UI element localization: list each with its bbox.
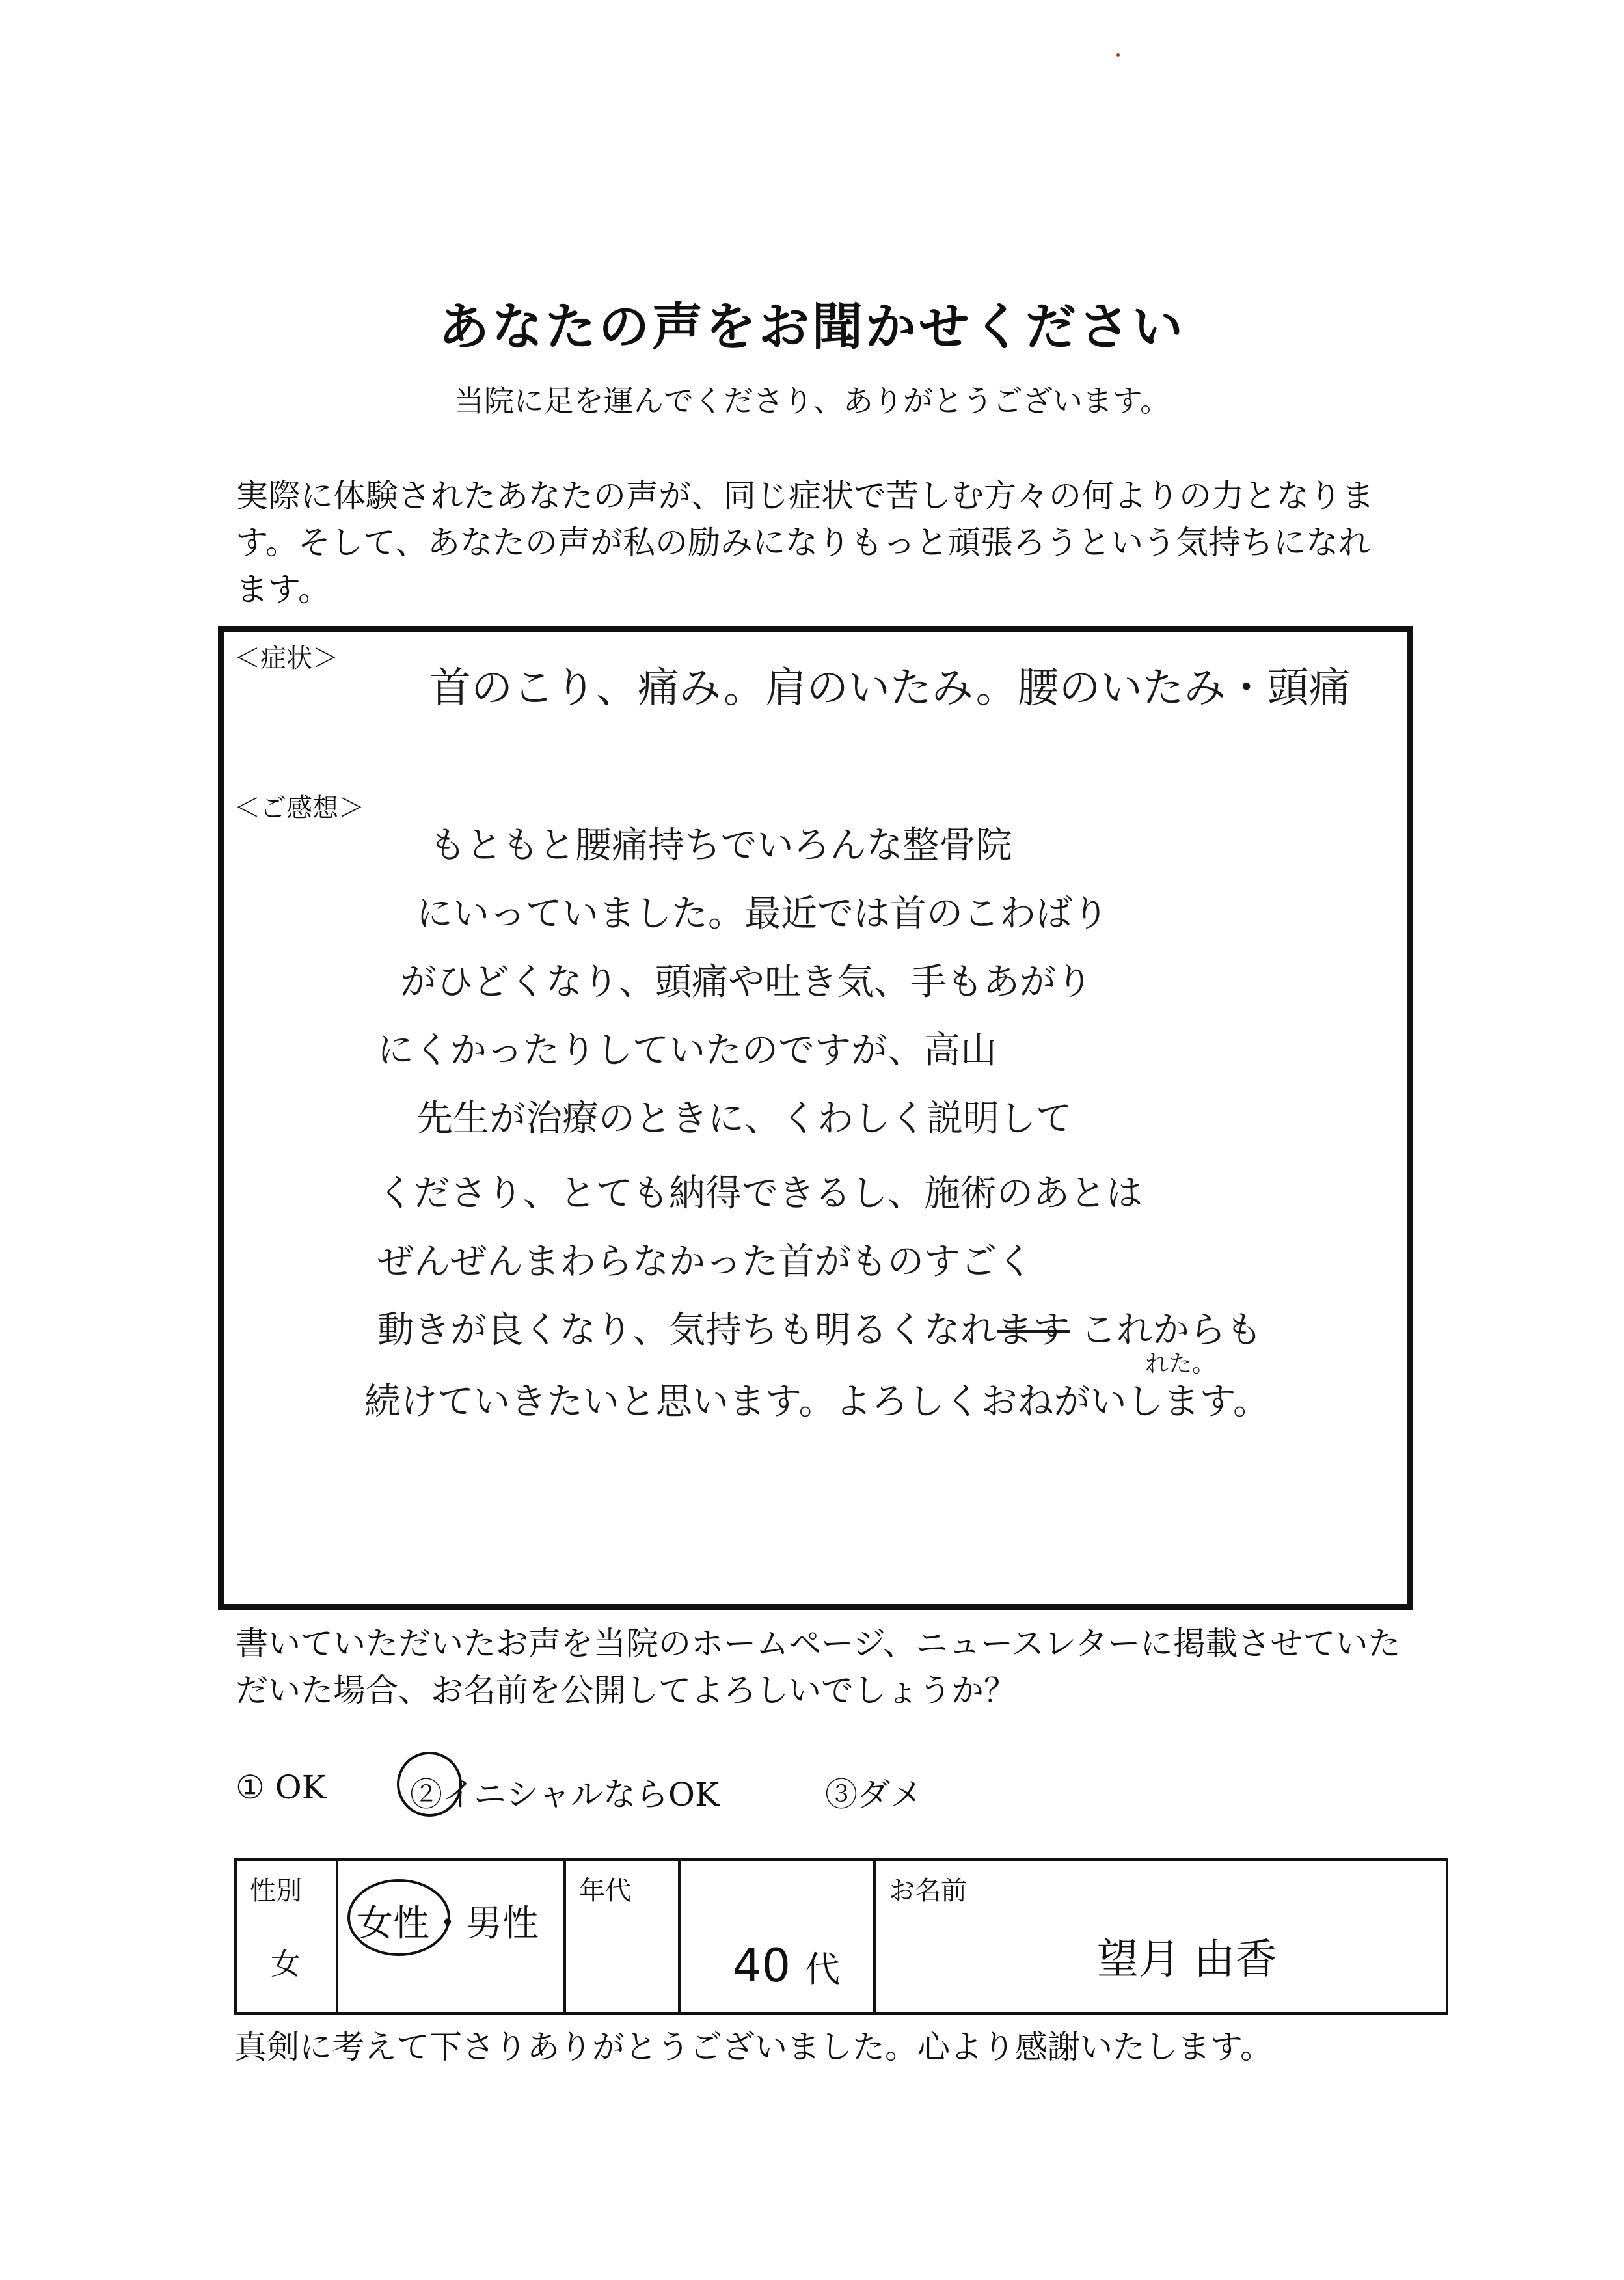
impression-line-2: にいっていました。最近では首のこわばり bbox=[416, 893, 1109, 935]
age-label-cell bbox=[565, 1860, 679, 2013]
age-unit: 代 bbox=[805, 1949, 841, 1990]
consent-question: 書いていただいたお声を当院のホームページ、ニュースレターに掲載させていただいた場合、お名前を公開してよろしいでしょうか？ bbox=[236, 1625, 1401, 1709]
age-number: 40 bbox=[733, 1939, 791, 1992]
gender-female[interactable]: 女性 bbox=[357, 1903, 429, 1945]
inserted-text: れた。 bbox=[1145, 1351, 1216, 1378]
intro-paragraph: 実際に体験されたあなたの声が、同じ症状で苦しむ方々の何よりの力となります。そして、あなたの声が私の励みになりもっと頑張ろうという気持ちになれます。 bbox=[236, 477, 1374, 608]
gender-scribble: 女 bbox=[271, 1946, 301, 1981]
ink-speck bbox=[1116, 53, 1120, 57]
gender-label: 性別 bbox=[250, 1876, 302, 1906]
consent-option-no[interactable]: ③ダメ bbox=[825, 1776, 923, 1813]
name-cell bbox=[874, 1860, 1447, 2013]
impression-line-8 bbox=[377, 1301, 1262, 1353]
impression-line-6: くださり、とても納得できるし、施術のあとは bbox=[377, 1173, 1143, 1215]
struck-text: ます bbox=[997, 1309, 1070, 1351]
impression-line-1: もともと腰痛持ちでいろんな整骨院 bbox=[429, 824, 1012, 867]
impression-line-5: 先生が治療のときに、くわしく説明して bbox=[416, 1098, 1072, 1140]
consent-option-ok[interactable]: ① OK bbox=[236, 1769, 327, 1806]
impression-line-3: がひどくなり、頭痛や吐き気、手もあがり bbox=[400, 961, 1092, 1003]
age-value-cell bbox=[679, 1860, 874, 2013]
impression-line-4: にくかったりしていたのですが、高山 bbox=[377, 1029, 997, 1072]
impression-line-9: 続けていきたいと思います。よろしくおねがいします。 bbox=[364, 1381, 1270, 1423]
age-label: 年代 bbox=[579, 1876, 631, 1906]
gender-separator: ・ bbox=[429, 1903, 466, 1945]
impression-line-8-text: 動きが良くなり、気持ちも明るくなれ bbox=[377, 1309, 997, 1351]
closing-message: 真剣に考えて下さりありがとうございました。心より感謝いたします。 bbox=[234, 2028, 1273, 2066]
age-value bbox=[733, 1939, 840, 1992]
symptoms-label: ＜症状＞ bbox=[234, 644, 338, 673]
gender-label-cell bbox=[236, 1860, 337, 2013]
impressions-label: ＜ご感想＞ bbox=[234, 793, 364, 823]
gender-options bbox=[357, 1895, 539, 1947]
page-title: あなたの声をお聞かせください bbox=[438, 298, 1185, 357]
consent-option-initials[interactable]: ②イニシャルならOK bbox=[410, 1776, 720, 1813]
info-table bbox=[234, 1858, 1448, 2015]
gender-male[interactable]: 男性 bbox=[466, 1903, 539, 1945]
gender-options-cell bbox=[337, 1860, 565, 2013]
page-subtitle: 当院に足を運んでくださり、ありがとうございます。 bbox=[453, 383, 1171, 418]
name-value: 望月 由香 bbox=[1097, 1936, 1277, 1984]
name-label: お名前 bbox=[889, 1876, 967, 1906]
line-8-continuation: これからも bbox=[1080, 1309, 1262, 1351]
symptoms-value: 首のこり、痛み。肩のいたみ。腰のいたみ・頭痛 bbox=[429, 664, 1351, 712]
impression-line-7: ぜんぜんまわらなかった首がものすごく bbox=[377, 1241, 1033, 1283]
